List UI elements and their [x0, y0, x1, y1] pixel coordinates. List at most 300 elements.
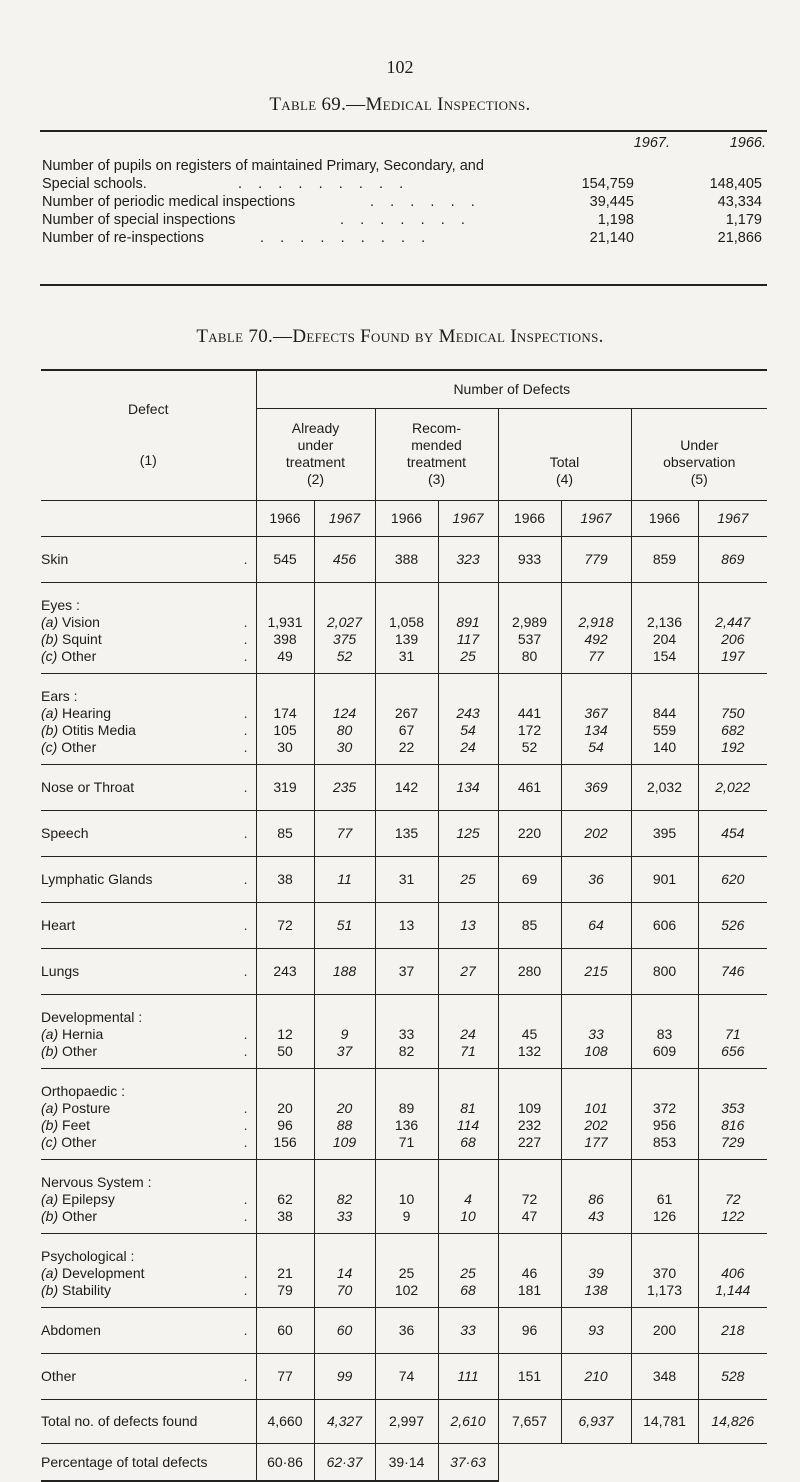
defect-value: 545	[273, 550, 297, 567]
defect-label-cell	[41, 764, 256, 810]
value-cell	[498, 994, 561, 1068]
defect-name: Speech	[41, 824, 89, 841]
defect-value: 528	[721, 1367, 745, 1384]
defect-value: 859	[652, 550, 677, 567]
defect-value: 108	[584, 1042, 608, 1059]
defect-value: 96	[277, 1116, 293, 1133]
table69-value-1966: 1,179	[725, 212, 762, 228]
defect-value: 61	[656, 1190, 673, 1207]
percentage-value: 62·37	[314, 1443, 375, 1481]
value-cell	[561, 856, 631, 902]
year-header: 1966	[631, 500, 698, 536]
defect-name: Heart	[41, 916, 76, 933]
value-cell	[698, 1307, 767, 1353]
defect-value: 138	[584, 1281, 608, 1298]
value-cell	[256, 673, 314, 764]
defect-value: 51	[336, 916, 353, 933]
defect-prefix: (c)	[41, 1133, 58, 1150]
table69-row-label-line1: Number of pupils on registers of maintained Primary, Secondary, and	[42, 158, 484, 174]
defect-label-cell	[41, 1159, 256, 1233]
year-row-blank	[41, 500, 256, 536]
value-cell	[438, 673, 498, 764]
col5-num: (5)	[690, 471, 708, 487]
defect-value: 323	[456, 550, 480, 567]
defect-value: 816	[721, 1116, 745, 1133]
defect-row-label	[41, 917, 256, 934]
defect-row-label	[41, 722, 256, 739]
year-header: 1967	[698, 500, 767, 536]
defect-value: 25	[460, 647, 476, 664]
defect-value: 395	[652, 824, 677, 841]
number-of-defects-header: Number of Defects	[256, 370, 767, 408]
table69-value-1966: 21,866	[717, 230, 762, 246]
table70-title: Table 70.—Defects Found by Medical Inspections.	[196, 326, 604, 347]
defect-label-cell	[41, 948, 256, 994]
col5-line: observation	[663, 454, 736, 470]
table69-row	[42, 194, 762, 212]
defect-value: 218	[721, 1321, 745, 1338]
defect-value: 869	[721, 550, 745, 567]
defect-value: 956	[652, 1116, 677, 1133]
defect-header-cell	[41, 370, 256, 500]
col3-line: mended	[411, 437, 462, 453]
value-cell	[498, 582, 561, 673]
defect-value: 154	[652, 647, 677, 664]
defect-value: 280	[517, 962, 542, 979]
value-cell	[498, 1353, 561, 1399]
defect-prefix: (a)	[41, 613, 59, 630]
leader-dots: .	[243, 613, 248, 630]
defect-prefix: (a)	[41, 704, 59, 721]
defect-value: 620	[721, 870, 745, 887]
col3-line: treatment	[406, 454, 467, 470]
defect-value: 9	[340, 1025, 349, 1042]
defect-value: 52	[336, 647, 353, 664]
value-cell	[561, 994, 631, 1068]
defect-value: 74	[398, 1367, 415, 1384]
value-cell	[561, 673, 631, 764]
leader-dots: .	[243, 550, 248, 567]
value-cell	[314, 994, 375, 1068]
defect-value: 135	[394, 824, 419, 841]
defect-value: 779	[584, 550, 608, 567]
defect-value: 37	[398, 962, 415, 979]
defect-name: Nose or Throat	[41, 778, 135, 795]
defect-value: 85	[277, 824, 293, 841]
defect-value: 24	[460, 738, 476, 755]
defect-label-cell	[41, 856, 256, 902]
defect-value: 69	[521, 870, 538, 887]
value-cell	[698, 1233, 767, 1307]
col5-line: Under	[680, 437, 719, 453]
defect-value: 375	[332, 630, 357, 647]
leader-dots: .	[243, 1025, 248, 1042]
year-header: 1966	[256, 500, 314, 536]
defect-name: Hernia	[62, 1025, 104, 1042]
defect-value: 49	[277, 647, 293, 664]
value-cell	[438, 810, 498, 856]
defect-row-label	[41, 648, 256, 665]
defect-value: 526	[721, 916, 745, 933]
value-cell	[314, 764, 375, 810]
defect-value: 891	[456, 613, 480, 630]
defect-name: Feet	[62, 1116, 91, 1133]
defect-value: 96	[521, 1321, 538, 1338]
defect-label-cell	[41, 1233, 256, 1307]
table69-title: Table 69.—Medical Inspections.	[269, 94, 531, 115]
value-cell	[256, 582, 314, 673]
defect-group-row	[41, 1233, 767, 1307]
defect-value: 46	[521, 1264, 538, 1281]
defect-value: 174	[273, 704, 297, 721]
value-cell	[631, 582, 698, 673]
leader-dots: .	[243, 630, 248, 647]
defect-value: 200	[652, 1321, 677, 1338]
defect-name: Lungs	[41, 962, 80, 979]
value-cell	[561, 1307, 631, 1353]
table69-row-line1	[42, 158, 762, 176]
defect-prefix: (b)	[41, 1042, 59, 1059]
value-cell	[631, 536, 698, 582]
total-value: 6,937	[561, 1399, 631, 1443]
defect-value: 21	[277, 1264, 293, 1281]
leader-dots: .	[243, 962, 248, 979]
defect-value: 72	[277, 916, 293, 933]
defect-value: 37	[336, 1042, 353, 1059]
value-cell	[256, 536, 314, 582]
leader-dots: . . . . . . .	[340, 212, 465, 228]
defect-name: Skin	[41, 550, 69, 567]
value-cell	[375, 902, 438, 948]
defect-value: 406	[721, 1264, 745, 1281]
year-header: 1967	[438, 500, 498, 536]
leader-dots: .	[243, 1207, 248, 1224]
value-cell	[375, 948, 438, 994]
value-cell	[698, 1159, 767, 1233]
defect-value: 25	[460, 1264, 476, 1281]
defect-value: 729	[721, 1133, 745, 1150]
defect-group-heading: Eyes :	[41, 596, 80, 613]
defect-row-label	[41, 1043, 256, 1060]
col2-line: Already	[291, 420, 340, 436]
defect-name: Hearing	[62, 704, 112, 721]
defect-value: 80	[521, 647, 538, 664]
value-cell	[256, 948, 314, 994]
value-cell	[438, 994, 498, 1068]
total-value: 14,826	[698, 1399, 767, 1443]
defect-label-cell	[41, 673, 256, 764]
percentage-value: 37·63	[438, 1443, 498, 1481]
defect-prefix: (b)	[41, 630, 59, 647]
value-cell	[314, 1307, 375, 1353]
defect-name: Other	[62, 1207, 98, 1224]
defect-value: 2,032	[646, 778, 683, 795]
leader-dots: . . . . . . . . .	[260, 230, 426, 246]
defect-value: 136	[394, 1116, 419, 1133]
value-cell	[256, 856, 314, 902]
defect-prefix: (b)	[41, 1207, 59, 1224]
defect-value: 12	[277, 1025, 293, 1042]
defect-group-row	[41, 810, 767, 856]
defect-value: 156	[273, 1133, 297, 1150]
total-value: 7,657	[498, 1399, 561, 1443]
leader-dots: .	[243, 778, 248, 795]
defect-row-label	[41, 871, 256, 888]
defect-value: 52	[521, 738, 538, 755]
defect-value: 353	[721, 1099, 745, 1116]
defect-value: 71	[725, 1025, 741, 1042]
defect-value: 72	[521, 1190, 538, 1207]
leader-dots: .	[243, 1099, 248, 1116]
value-cell	[698, 810, 767, 856]
year-header: 1966	[498, 500, 561, 536]
value-cell	[498, 1159, 561, 1233]
value-cell	[698, 673, 767, 764]
defect-value: 853	[652, 1133, 677, 1150]
value-cell	[256, 810, 314, 856]
defect-label-cell	[41, 810, 256, 856]
value-cell	[631, 856, 698, 902]
defect-value: 39	[588, 1264, 604, 1281]
value-cell	[314, 1159, 375, 1233]
value-cell	[314, 582, 375, 673]
defect-value: 134	[584, 721, 608, 738]
defect-value: 372	[652, 1099, 677, 1116]
defect-row-label	[41, 705, 256, 722]
defect-value: 609	[652, 1042, 677, 1059]
defect-value: 220	[517, 824, 542, 841]
defect-value: 77	[277, 1367, 293, 1384]
defect-name: Otitis Media	[62, 721, 136, 738]
defect-row-label	[41, 1117, 256, 1134]
defect-value: 454	[721, 824, 745, 841]
leader-dots: .	[243, 1042, 248, 1059]
table69-value-1967: 1,198	[597, 212, 634, 228]
defect-name: Other	[62, 1042, 98, 1059]
defect-group-row	[41, 1353, 767, 1399]
defect-group-row	[41, 582, 767, 673]
defect-label-cell	[41, 994, 256, 1068]
defect-value: 125	[456, 824, 480, 841]
value-cell	[375, 856, 438, 902]
defect-name: Posture	[62, 1099, 111, 1116]
leader-dots: .	[243, 916, 248, 933]
defect-group-heading: Ears :	[41, 687, 78, 704]
value-cell	[631, 1159, 698, 1233]
defect-value: 369	[584, 778, 608, 795]
value-cell	[698, 764, 767, 810]
value-cell	[256, 1307, 314, 1353]
value-cell	[561, 810, 631, 856]
defect-value: 456	[332, 550, 357, 567]
value-cell	[438, 536, 498, 582]
defect-value: 367	[584, 704, 608, 721]
value-cell	[561, 1353, 631, 1399]
defect-value: 14	[336, 1264, 353, 1281]
defect-prefix: (a)	[41, 1099, 59, 1116]
table69-bottom-rule	[40, 284, 767, 286]
defect-value: 47	[521, 1207, 538, 1224]
defect-row-label	[41, 1134, 256, 1151]
defect-value: 13	[398, 916, 415, 933]
defect-value: 142	[394, 778, 419, 795]
table69-row	[42, 230, 762, 248]
defect-value: 77	[336, 824, 353, 841]
leader-dots: . . . . . . . . .	[238, 176, 404, 192]
defect-name: Other	[61, 647, 97, 664]
value-cell	[561, 764, 631, 810]
value-cell	[698, 856, 767, 902]
value-cell	[631, 1353, 698, 1399]
value-cell	[438, 856, 498, 902]
col-already-under-treatment	[256, 408, 375, 500]
defect-row-label	[41, 1191, 256, 1208]
value-cell	[698, 536, 767, 582]
defect-value: 559	[652, 721, 677, 738]
leader-dots: .	[243, 721, 248, 738]
defect-value: 844	[652, 704, 677, 721]
defect-value: 204	[652, 630, 677, 647]
defect-value: 27	[460, 962, 476, 979]
defect-value: 4	[464, 1190, 472, 1207]
defect-value: 122	[721, 1207, 745, 1224]
col3-num: (3)	[427, 471, 446, 487]
defect-value: 99	[336, 1367, 353, 1384]
total-value: 4,660	[256, 1399, 314, 1443]
value-cell	[438, 582, 498, 673]
value-cell	[498, 948, 561, 994]
table69-row-label: Special schools.	[42, 176, 147, 192]
leader-dots: .	[243, 1321, 248, 1338]
value-cell	[498, 902, 561, 948]
value-cell	[561, 582, 631, 673]
value-cell	[438, 902, 498, 948]
defect-value: 68	[460, 1133, 476, 1150]
value-cell	[314, 856, 375, 902]
defect-value: 2,447	[715, 613, 751, 630]
defect-value: 124	[332, 704, 357, 721]
defect-value: 38	[277, 870, 293, 887]
defect-value: 77	[588, 647, 604, 664]
defect-value: 267	[394, 704, 419, 721]
page-number: 102	[386, 57, 414, 77]
value-cell	[375, 1159, 438, 1233]
defect-header-num: (1)	[139, 452, 157, 469]
defect-value: 2,989	[511, 613, 548, 630]
defect-value: 89	[398, 1099, 415, 1116]
defect-value: 67	[398, 721, 415, 738]
defect-value: 45	[521, 1025, 538, 1042]
value-cell	[314, 810, 375, 856]
defect-value: 31	[398, 870, 415, 887]
defect-value: 933	[517, 550, 542, 567]
defect-value: 132	[517, 1042, 542, 1059]
percentage-value: 39·14	[375, 1443, 438, 1481]
value-cell	[631, 994, 698, 1068]
leader-dots: .	[243, 1190, 248, 1207]
value-cell	[314, 948, 375, 994]
value-cell	[698, 1068, 767, 1159]
defect-value: 109	[517, 1099, 542, 1116]
defect-value: 537	[517, 630, 542, 647]
defect-value: 1,144	[715, 1281, 751, 1298]
value-cell	[631, 1307, 698, 1353]
defect-value: 197	[721, 647, 745, 664]
defect-value: 79	[277, 1281, 293, 1298]
defect-row-label	[41, 1100, 256, 1117]
value-cell	[375, 582, 438, 673]
defect-value: 54	[588, 738, 604, 755]
defect-value: 139	[394, 630, 419, 647]
defect-value: 33	[588, 1025, 604, 1042]
defect-value: 22	[398, 738, 415, 755]
value-cell	[375, 994, 438, 1068]
value-cell	[375, 1307, 438, 1353]
col2-num: (2)	[306, 471, 325, 487]
value-cell	[256, 1353, 314, 1399]
defect-name: Epilepsy	[62, 1190, 115, 1207]
defect-value: 71	[460, 1042, 476, 1059]
total-row	[41, 1399, 767, 1443]
value-cell	[375, 1353, 438, 1399]
defect-name: Other	[61, 1133, 97, 1150]
value-cell	[256, 994, 314, 1068]
defect-value: 2,136	[646, 613, 683, 630]
defect-value: 319	[273, 778, 297, 795]
defect-value: 60	[277, 1321, 293, 1338]
defect-group-heading: Developmental :	[41, 1008, 143, 1025]
defect-value: 20	[277, 1099, 293, 1116]
value-cell	[498, 764, 561, 810]
table69-value-1967: 154,759	[581, 176, 634, 192]
defect-value: 202	[584, 1116, 608, 1133]
defect-value: 54	[460, 721, 476, 738]
value-cell	[631, 948, 698, 994]
defect-name: Stability	[62, 1281, 112, 1298]
value-cell	[698, 1353, 767, 1399]
leader-dots: .	[243, 1133, 248, 1150]
value-cell	[314, 536, 375, 582]
defect-value: 682	[721, 721, 745, 738]
defect-row-label	[41, 551, 256, 568]
defect-value: 13	[460, 916, 476, 933]
defect-value: 85	[521, 916, 538, 933]
defect-value: 1,931	[267, 613, 303, 630]
defect-value: 2,918	[578, 613, 614, 630]
value-cell	[314, 1353, 375, 1399]
leader-dots: .	[243, 704, 248, 721]
defect-value: 227	[517, 1133, 542, 1150]
table69-value-1966: 43,334	[717, 194, 762, 210]
defect-prefix: (b)	[41, 721, 59, 738]
defect-value: 86	[588, 1190, 604, 1207]
defect-value: 30	[277, 738, 293, 755]
value-cell	[256, 1159, 314, 1233]
defect-value: 192	[721, 738, 745, 755]
defect-value: 606	[652, 916, 677, 933]
defect-value: 388	[394, 550, 419, 567]
table69-value-1966: 148,405	[709, 176, 762, 192]
defect-value: 210	[584, 1367, 608, 1384]
defect-group-heading: Nervous System :	[41, 1173, 152, 1190]
value-cell	[698, 948, 767, 994]
defect-value: 114	[456, 1116, 480, 1133]
defect-value: 33	[336, 1207, 353, 1224]
defect-row-label	[41, 1322, 256, 1339]
value-cell	[256, 1068, 314, 1159]
value-cell	[498, 1068, 561, 1159]
col-total	[498, 408, 631, 500]
